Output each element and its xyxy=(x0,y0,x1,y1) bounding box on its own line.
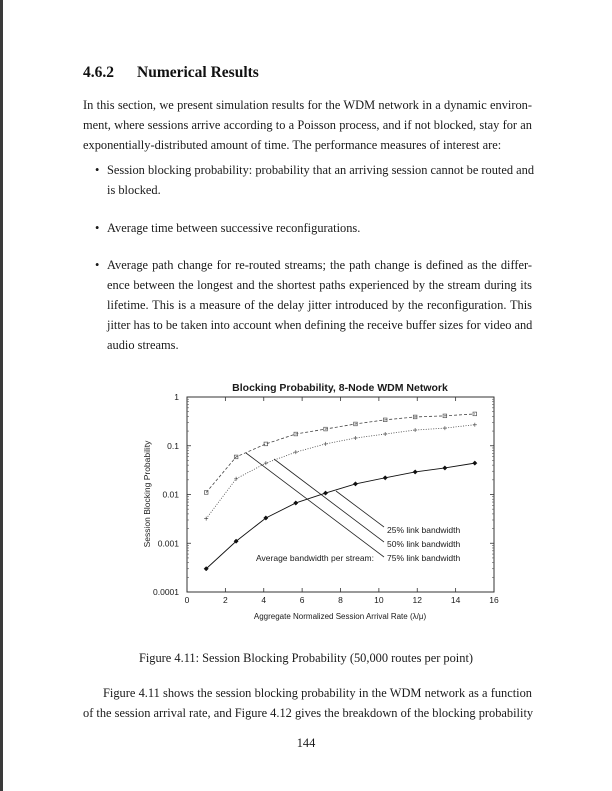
y-tick-label: 0.0001 xyxy=(153,587,179,597)
discussion-paragraph xyxy=(83,683,532,723)
x-axis xyxy=(185,397,499,605)
data-point xyxy=(323,491,327,495)
list-item-line: Average path change for re-routed streams; the path change is defined as the differ- xyxy=(107,258,532,272)
data-point xyxy=(473,461,477,465)
legend-label-75: 75% link bandwidth xyxy=(387,553,461,563)
data-point xyxy=(353,436,357,440)
x-tick-label: 0 xyxy=(184,595,190,605)
section-number: 4.6.2 xyxy=(83,64,114,81)
data-point xyxy=(473,423,477,427)
callout-line-50 xyxy=(274,459,384,542)
data-point xyxy=(294,450,298,454)
list-item-line: lifetime. This is a measure of the delay jitter introduced by the reconfiguration. This xyxy=(107,298,532,312)
x-tick-label: 2 xyxy=(223,595,228,605)
list-item-line: is blocked. xyxy=(107,183,161,197)
x-tick-label: 10 xyxy=(374,595,384,605)
legend-callouts xyxy=(246,453,461,563)
discussion-line: of the session arrival rate, and Figure 4.12 gives the breakdown of the blocking probability xyxy=(83,706,534,720)
data-point xyxy=(294,501,298,505)
intro-line: exponentially-distributed amount of time. The performance measures of interest are: xyxy=(83,138,502,152)
y-tick-label: 0.1 xyxy=(167,440,179,451)
x-tick-label: 14 xyxy=(450,595,461,605)
data-point xyxy=(204,517,208,521)
y-tick-label: 0.001 xyxy=(157,538,179,549)
intro-line: In this section, we present simulation results for the WDM network in a dynamic environ- xyxy=(83,98,532,112)
list-item-line: Average time between successive reconfigurations. xyxy=(107,221,361,235)
y-tick-label: 1 xyxy=(174,392,179,402)
data-point xyxy=(383,432,387,436)
section-title: Numerical Results xyxy=(137,64,259,81)
discussion-line: Figure 4.11 shows the session blocking probability in the WDM network as a function xyxy=(103,686,532,700)
x-tick-label: 16 xyxy=(489,595,499,605)
y-tick-label: 0.01 xyxy=(162,489,179,500)
x-tick-label: 12 xyxy=(412,595,422,605)
data-point xyxy=(383,476,387,480)
bullet-marker: • xyxy=(95,221,100,235)
list-item-line: audio streams. xyxy=(107,338,179,352)
legend-label-50: 50% link bandwidth xyxy=(387,539,461,549)
list-item-line: jitter has to be taken into account when defining the receive buffer sizes for video and xyxy=(107,318,533,332)
x-axis-label: Aggregate Normalized Session Arrival Rate (λ/μ) xyxy=(253,612,427,621)
intro-line: ment, where sessions arrive according to a Poisson process, and if not blocked, stay for an xyxy=(83,118,532,132)
data-point xyxy=(324,442,328,446)
list-item-line: ence between the longest and the shortest paths experienced by the stream during its xyxy=(107,278,532,292)
x-tick-label: 6 xyxy=(299,595,305,605)
bullet-marker: • xyxy=(95,163,100,177)
series-line-plus xyxy=(206,425,475,519)
data-point xyxy=(413,470,417,474)
data-point xyxy=(443,466,447,470)
bullet-marker: • xyxy=(95,258,100,272)
data-point xyxy=(353,482,357,486)
x-tick-label: 4 xyxy=(261,595,267,605)
legend-label-25: 25% link bandwidth xyxy=(387,525,461,535)
legend-header: Average bandwidth per stream: xyxy=(256,553,374,563)
figure-caption: Figure 4.11: Session Blocking Probability (50,000 routes per point) xyxy=(138,651,474,665)
callout-line-75 xyxy=(246,453,384,557)
chart-title: Blocking Probability, 8-Node WDM Network xyxy=(232,382,448,394)
y-axis-label: Session Blocking Probability xyxy=(142,440,152,548)
data-point xyxy=(264,461,268,465)
page-number: 144 xyxy=(296,736,316,750)
callout-line-25 xyxy=(336,491,384,527)
x-tick-label: 8 xyxy=(338,595,343,605)
data-point xyxy=(443,426,447,430)
data-point xyxy=(413,428,417,432)
list-item-line: Session blocking probability: probability that an arriving session cannot be routed and xyxy=(107,163,535,177)
